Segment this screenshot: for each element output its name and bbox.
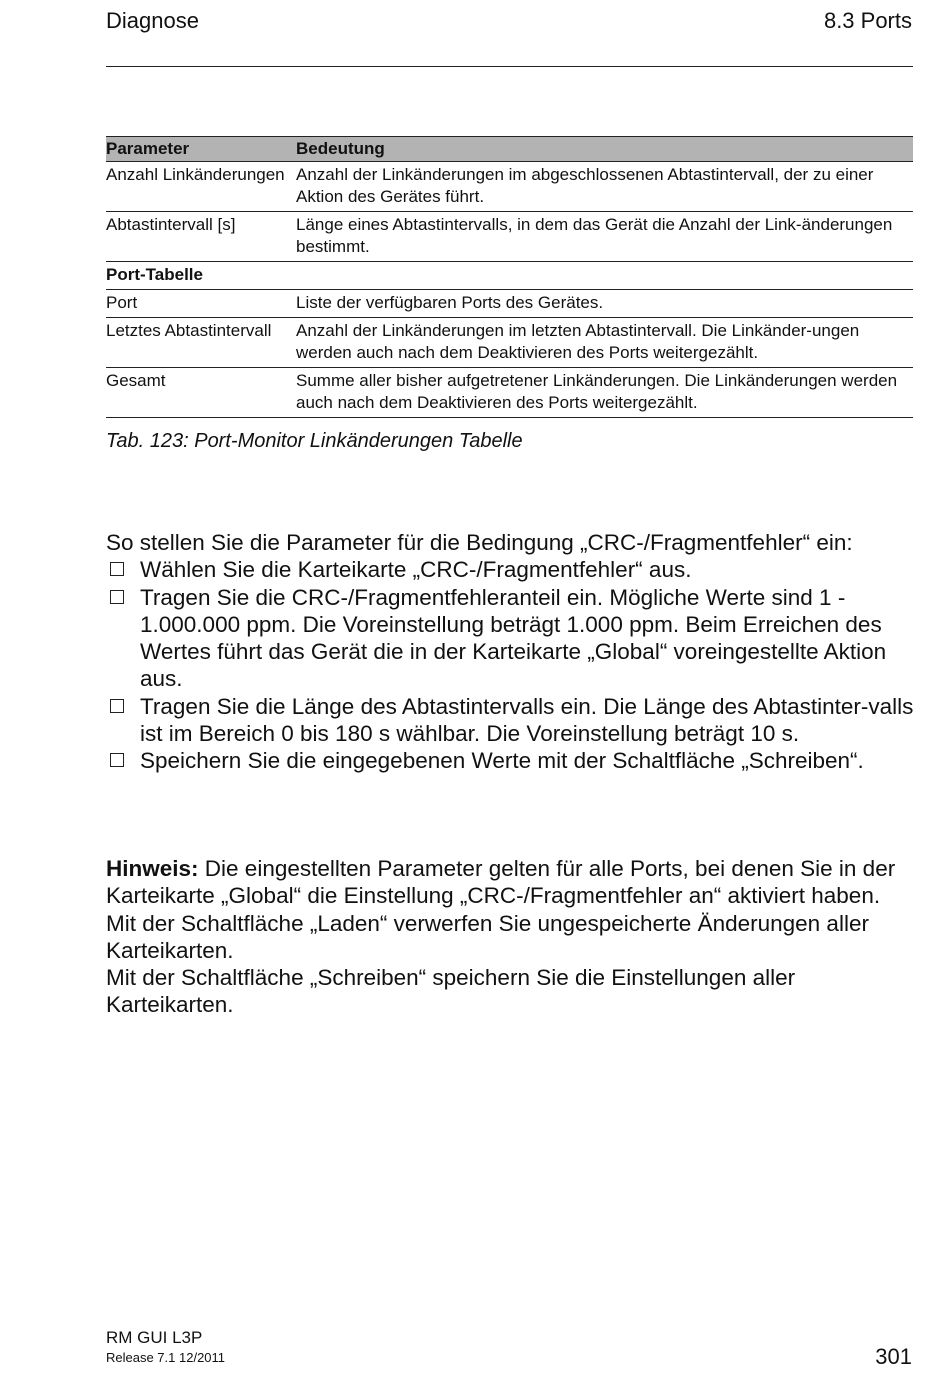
step-text: Speichern Sie die eingegebenen Werte mit der Schaltfläche „Schreiben“. <box>140 748 864 774</box>
section-title: Port-Tabelle <box>106 262 296 290</box>
checkbox-square-icon <box>106 693 140 748</box>
table-row <box>106 368 913 418</box>
param-cell: Letztes Abtastintervall <box>106 318 296 368</box>
running-header-section: 8.3 Ports <box>823 8 912 33</box>
header-divider <box>106 66 913 67</box>
page-number: 301 <box>875 1344 912 1369</box>
note-line-laden: Mit der Schaltfläche „Laden“ verwerfen Sie ungespeicherte Änderungen aller Karteikarten. <box>106 910 869 963</box>
note-line-schreiben: Mit der Schaltfläche „Schreiben“ speichern Sie die Einstellungen aller Karteikarten. <box>106 965 796 1018</box>
step-text: Wählen Sie die Karteikarte „CRC-/Fragmentfehler“ aus. <box>140 557 692 583</box>
note-paragraph <box>106 855 916 910</box>
note-text: Die eingestellten Parameter gelten für alle Ports, bei denen Sie in der Karteikarte „Global“ die Einstellung „CRC-/Fragmentfehler an“ aktiviert haben. <box>106 856 896 909</box>
footer-product: RM GUI L3P <box>106 1328 203 1347</box>
instructions-intro: So stellen Sie die Parameter für die Bedingung „CRC-/Fragmentfehler“ ein: <box>106 530 853 555</box>
table-row <box>106 290 913 318</box>
checkbox-square-icon <box>106 584 140 693</box>
note-label: Hinweis: <box>106 856 199 881</box>
instructions-block <box>106 529 921 775</box>
table-header-row <box>106 137 913 162</box>
table-caption: Tab. 123: Port-Monitor Linkänderungen Tabelle <box>106 430 523 452</box>
column-header-parameter: Parameter <box>106 137 296 162</box>
meaning-cell: Summe aller bisher aufgetretener Linkänderungen. Die Linkänderungen werden auch nach dem Deaktivieren des Ports weitergezählt. <box>296 368 913 418</box>
note-block <box>106 855 916 1019</box>
table-section-row <box>106 262 913 290</box>
table-row <box>106 212 913 262</box>
checkbox-square-icon <box>106 556 140 583</box>
param-cell: Anzahl Linkänderungen <box>106 162 296 212</box>
table-row <box>106 318 913 368</box>
table-row <box>106 162 913 212</box>
checkbox-square-icon <box>106 747 140 774</box>
meaning-cell: Liste der verfügbaren Ports des Gerätes. <box>296 290 913 318</box>
meaning-cell: Anzahl der Linkänderungen im letzten Abtastintervall. Die Linkänder-ungen werden auch nach dem Deaktivieren des Ports weitergezählt. <box>296 318 913 368</box>
instruction-step <box>106 693 921 748</box>
section-empty-cell <box>296 262 913 290</box>
instruction-step <box>106 584 921 693</box>
step-text: Tragen Sie die Länge des Abtastintervalls ein. Die Länge des Abtastinter-valls ist im Bereich 0 bis 180 s wählbar. Die Voreinstellung beträgt 10 s. <box>140 693 914 747</box>
instruction-step <box>106 747 921 774</box>
running-header-chapter: Diagnose <box>106 8 199 33</box>
footer-release: Release 7.1 12/2011 <box>106 1350 226 1365</box>
meaning-cell: Länge eines Abtastintervalls, in dem das Gerät die Anzahl der Link-änderungen bestimmt. <box>296 212 913 262</box>
step-text: Tragen Sie die CRC-/Fragmentfehleranteil ein. Mögliche Werte sind 1 - 1.000.000 ppm. Die Voreinstellung beträgt 1.000 ppm. Beim Erreichen des Wertes führt das Gerät die in der Karteikarte „Global“ voreingestellte Aktion aus. <box>140 584 887 692</box>
parameter-table <box>106 136 913 418</box>
column-header-bedeutung: Bedeutung <box>296 137 913 162</box>
instruction-step <box>106 556 921 583</box>
meaning-cell: Anzahl der Linkänderungen im abgeschlossenen Abtastintervall, der zu einer Aktion des Gerätes führt. <box>296 162 913 212</box>
param-cell: Port <box>106 290 296 318</box>
param-cell: Gesamt <box>106 368 296 418</box>
instruction-steps <box>106 556 921 774</box>
param-cell: Abtastintervall [s] <box>106 212 296 262</box>
